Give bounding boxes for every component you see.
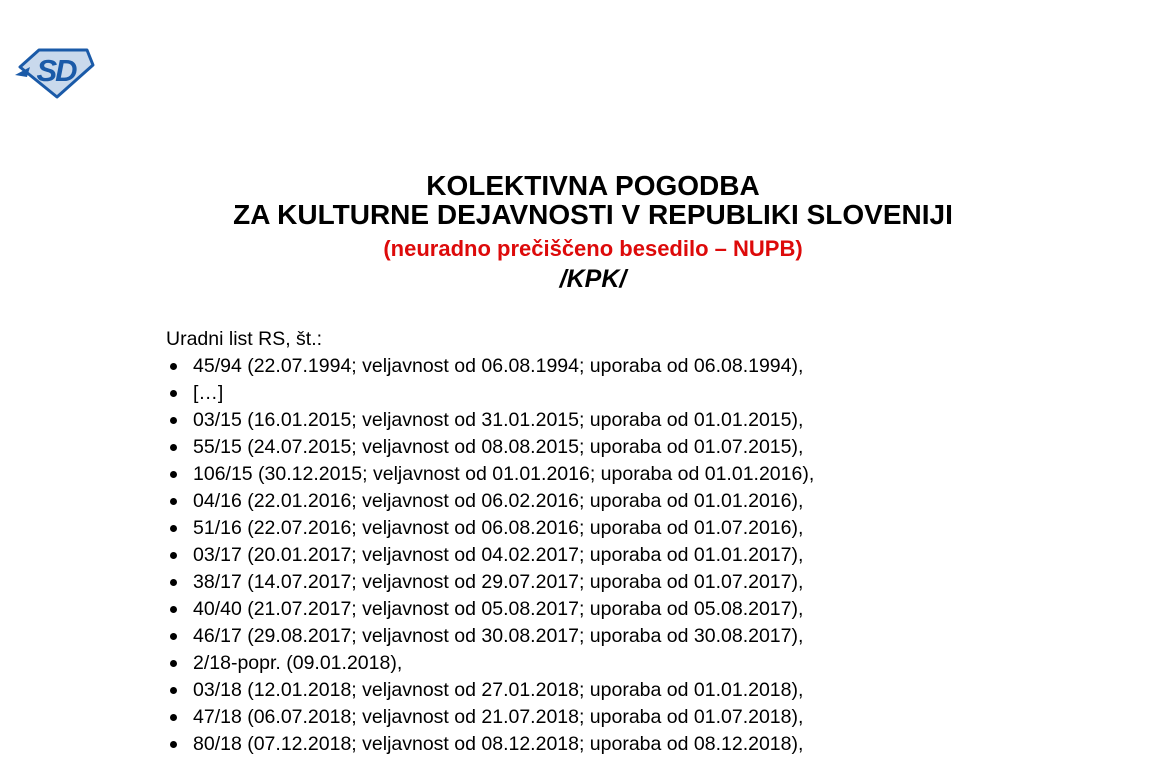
- gazette-list: [166, 353, 1066, 758]
- gazette-intro-label: Uradni list RS, št.:: [166, 328, 323, 350]
- sd-diamond-logo: [14, 44, 98, 102]
- gazette-entry: 47/18 (06.07.2018; veljavnost od 21.07.2018; uporaba od 01.07.2018),: [166, 704, 1066, 731]
- gazette-section: [166, 326, 1066, 758]
- gazette-entry: 80/18 (07.12.2018; veljavnost od 08.12.2018; uporaba od 08.12.2018),: [166, 731, 1066, 758]
- document-title-line2: ZA KULTURNE DEJAVNOSTI V REPUBLIKI SLOVENIJI: [233, 199, 953, 230]
- gazette-entry: 45/94 (22.07.1994; veljavnost od 06.08.1994; uporaba od 06.08.1994),: [166, 353, 1066, 380]
- gazette-entry: 55/15 (24.07.2015; veljavnost od 08.08.2015; uporaba od 01.07.2015),: [166, 434, 1066, 461]
- gazette-entry: 106/15 (30.12.2015; veljavnost od 01.01.2016; uporaba od 01.01.2016),: [166, 461, 1066, 488]
- document-header: [166, 171, 1020, 294]
- logo-letters: SD: [36, 53, 76, 88]
- gazette-entry: […]: [166, 380, 1066, 407]
- gazette-entry: 03/15 (16.01.2015; veljavnost od 31.01.2015; uporaba od 01.01.2015),: [166, 407, 1066, 434]
- gazette-entry: 46/17 (29.08.2017; veljavnost od 30.08.2017; uporaba od 30.08.2017),: [166, 623, 1066, 650]
- document-title-line1: KOLEKTIVNA POGODBA: [426, 170, 760, 201]
- gazette-entry: 38/17 (14.07.2017; veljavnost od 29.07.2017; uporaba od 01.07.2017),: [166, 569, 1066, 596]
- gazette-entry: 03/18 (12.01.2018; veljavnost od 27.01.2018; uporaba od 01.01.2018),: [166, 677, 1066, 704]
- gazette-entry: 04/16 (22.01.2016; veljavnost od 06.02.2016; uporaba od 01.01.2016),: [166, 488, 1066, 515]
- document-code-kpk: /KPK/: [559, 265, 627, 293]
- gazette-entry: 40/40 (21.07.2017; veljavnost od 05.08.2017; uporaba od 05.08.2017),: [166, 596, 1066, 623]
- gazette-entry: 03/17 (20.01.2017; veljavnost od 04.02.2017; uporaba od 01.01.2017),: [166, 542, 1066, 569]
- gazette-entry: 2/18-popr. (09.01.2018),: [166, 650, 1066, 677]
- document-subtitle-nupb: (neuradno prečiščeno besedilo – NUPB): [383, 236, 803, 261]
- gazette-entry: 51/16 (22.07.2016; veljavnost od 06.08.2016; uporaba od 01.07.2016),: [166, 515, 1066, 542]
